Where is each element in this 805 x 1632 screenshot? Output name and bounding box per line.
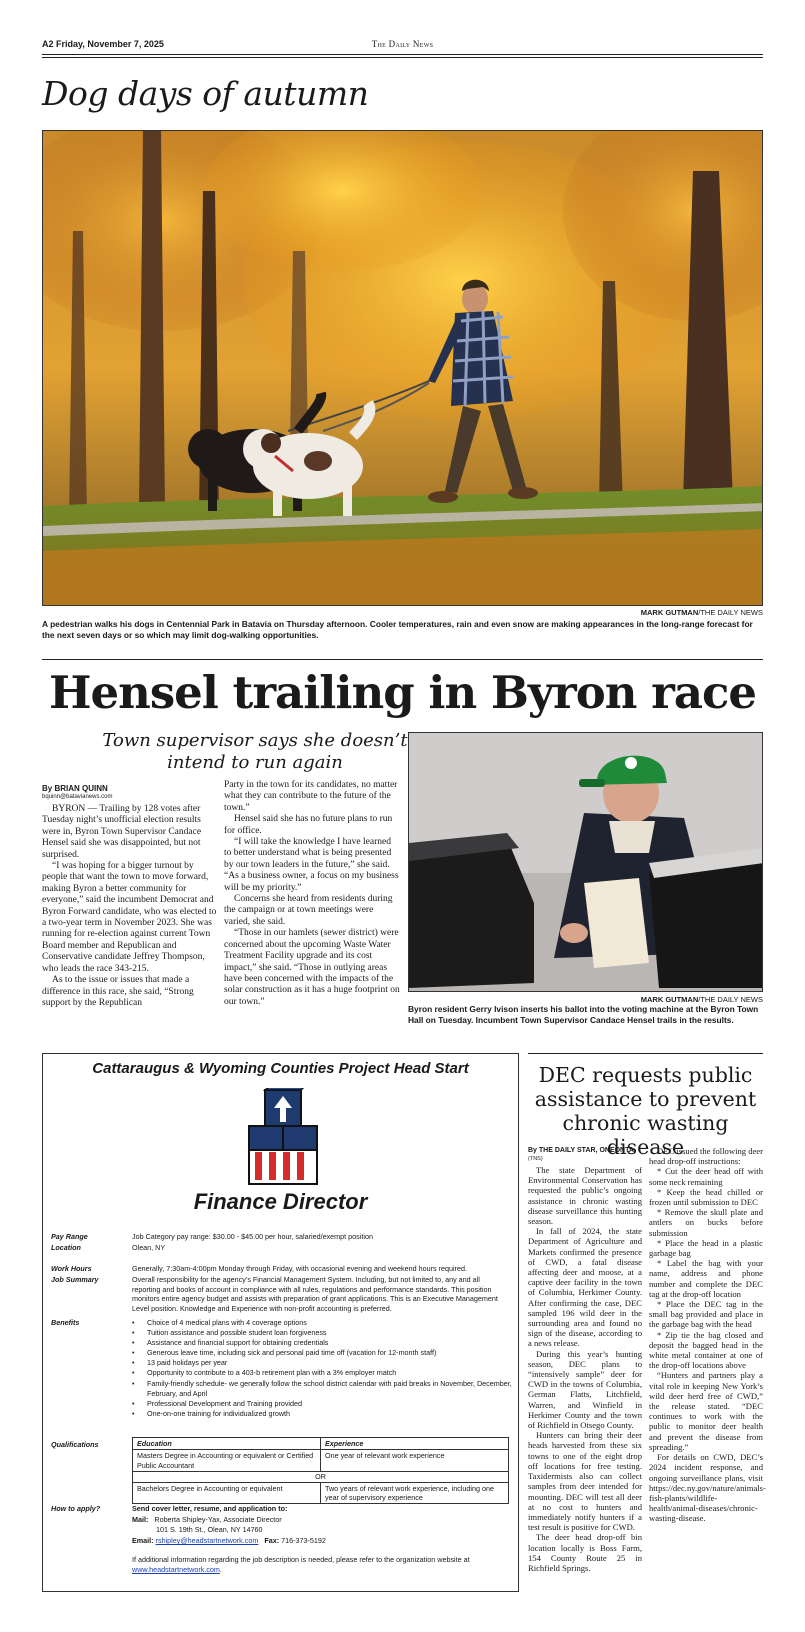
paragraph: During this year’s hunting season, DEC plans to “intensively sample” deer for CWD in the towns of Columbia, German Flatts, Litchfield, Warren, and Winfield in Herkimer County and the town of Richfield in Otsego County. — [528, 1348, 642, 1431]
mail-label: Mail: — [132, 1515, 149, 1524]
photo-credit — [42, 608, 763, 617]
footer-period: . — [219, 1564, 222, 1574]
dog-walker-illustration — [43, 131, 763, 606]
lead-byline: By BRIAN QUINN — [42, 784, 108, 793]
list-item: • Assistance and financial support for obtaining credentials — [132, 1338, 512, 1348]
table-cell: OR — [133, 1472, 509, 1482]
lead-column-2 — [224, 780, 400, 1008]
mail-contact: Roberta Shipley-Yax, Associate Director — [154, 1515, 282, 1524]
list-item: • Professional Development and Training provided — [132, 1399, 512, 1409]
list-item: • Tuition assistance and possible student loan forgiveness — [132, 1328, 512, 1338]
paragraph: “Those in our hamlets (sewer district) were concerned about the upcoming Waste Water Treatment Facility upgrade and its cost impact,” she said. “Those in outlying areas have been concerned with the impacts of the solar construction as it has a huge footprint on our town.” — [224, 928, 400, 1007]
vote-photo-caption: Byron resident Gerry Ivison inserts his ballot into the voting machine at the Byron Town Hall on Tuesday. Incumbent Town Supervisor Candace Hensel trails in the results. — [408, 1004, 759, 1025]
page-folio — [42, 39, 763, 53]
paragraph: “Hunters and partners play a vital role in keeping New York’s wild deer herd free of CWD,” the release stated. “DEC continues to work with the public to monitor deer health and prevent the disease from spreading.” — [649, 1370, 763, 1452]
dec-byline: By THE DAILY STAR, ONEONTA — [528, 1147, 634, 1154]
photo-credit-name: MARK GUTMAN — [640, 608, 699, 617]
paragraph: As to the issue or issues that made a difference in this race, she said, “Strong support by the Republican — [42, 975, 194, 1008]
paragraph: Hensel said she has no future plans to run for office. — [224, 814, 393, 836]
voter-illustration — [409, 733, 763, 992]
qualifications-table — [132, 1437, 509, 1504]
pay-range-label: Pay Range — [51, 1232, 88, 1241]
paragraph: Hunters can bring their deer heads harvested from these six towns to one of the eight drop off locations for free testing. Taxidermists also can collect samples from deer intended for mounting. DEC will test all deer at no cost to hunters and immediately notify hunters if a test result is positive for CWD. — [528, 1430, 642, 1533]
paragraph: “I will take the knowledge I have learned to better understand what is being presented by our town leaders in the future,” she said. “As a business owner, a focus on my business will be my priority.” — [224, 837, 399, 893]
paragraph: * Place the head in a plastic garbage bag — [649, 1237, 763, 1259]
paragraph: * Remove the skull plate and antlers on bucks before submission — [649, 1207, 763, 1238]
paragraph: BYRON — Trailing by 128 votes after Tuesday night’s unofficial election results were in, Byron Town Supervisor Candace Hensel said she was disappointed, but not surprised. — [42, 804, 202, 860]
footer-text: If additional information regarding the job description is needed, please refer to the organization website at — [132, 1555, 470, 1564]
apply-footer — [132, 1555, 507, 1574]
job-summary-label: Job Summary — [51, 1275, 99, 1284]
fax-label: Fax: — [264, 1536, 280, 1545]
lead-headline: Hensel trailing in Byron race — [48, 666, 757, 719]
ad-title: Cattaraugus & Wyoming Counties Project Head Start — [92, 1060, 469, 1077]
paragraph: For details on CWD, DEC’s 2024 incident response, and ongoing surveillance plans, visit https://dec.ny.gov/nature/animals-fish-plants/wildlife-health/animal-diseases/chronic-wasting-disease. — [649, 1452, 766, 1524]
list-item: • Opportunity to contribute to a 403-b retirement plan with a 3% employer match — [132, 1368, 512, 1378]
location-label: Location — [51, 1243, 81, 1252]
list-item: • One-on-one training for individualized growth — [132, 1409, 512, 1419]
paragraph: Party in the town for its candidates, no matter what they can contribute to the future of the town.” — [224, 780, 398, 813]
paragraph: The state Department of Environmental Conservation has requested the public’s ongoing assistance in chronic wasting disease surveillance this hunting season. — [528, 1165, 642, 1227]
table-cell: One year of relevant work experience — [321, 1450, 509, 1472]
vote-photo-credit — [408, 995, 763, 1004]
photo-feature-title: Dog days of autumn — [42, 74, 369, 113]
paragraph: * Zip tie the bag closed and deposit the bagged head in the white metal container at one of the drop-off locations above — [649, 1329, 763, 1371]
work-hours-label: Work Hours — [51, 1264, 92, 1273]
website-link[interactable]: www.headstartnetwork.com — [132, 1564, 220, 1574]
list-item: • 13 paid holidays per year — [132, 1358, 512, 1368]
table-row — [133, 1438, 509, 1450]
list-item: • Family-friendly schedule- we generally follow the school district calendar with paid breaks in November, December, February, and April — [132, 1379, 512, 1399]
dec-headline: DEC requests public assistance to prevent chronic wasting disease — [534, 1063, 757, 1159]
photo-credit-org: /THE DAILY NEWS — [698, 608, 763, 617]
qualifications-label: Qualifications — [51, 1440, 99, 1449]
lead-author-email: bquinn@batavianews.com — [42, 794, 113, 800]
vote-photo-credit-name: MARK GUTMAN — [640, 995, 699, 1004]
mail-address: 101 S. 19th St., Olean, NY 14760 — [156, 1525, 263, 1534]
job-advertisement — [42, 1053, 519, 1592]
table-row — [133, 1450, 509, 1472]
newspaper-name: The Daily News — [371, 39, 434, 49]
email-link[interactable]: rshipley@headstartnetwork.com — [155, 1536, 259, 1545]
autumn-park-photo — [42, 130, 763, 606]
table-row — [133, 1482, 509, 1504]
list-item: • Choice of 4 medical plans with 4 coverage options — [132, 1318, 512, 1328]
paragraph: The deer head drop-off bin location locally is Boss Farm, 154 County Route 25 in Richfield Springs. — [528, 1532, 642, 1573]
dec-column-1 — [528, 1165, 642, 1573]
paragraph: * Place the DEC tag in the small bag provided and place in the garbage bag with the head — [649, 1299, 763, 1330]
paragraph: “I was hoping for a bigger turnout by people that want the town to move forward, making Byron a better community for everyone,” said the incumbent Democrat and Byron Forward candidate, who was elected to a two-year term in November 2023. She was running for re-election against current Town Board member and Republican and Conservative candidate Jeffrey Thompson, who leads the race 343-215. — [42, 861, 217, 974]
benefits-list — [132, 1318, 512, 1419]
paragraph: * Keep the head chilled or frozen until submission to DEC — [649, 1186, 763, 1208]
lead-column-1 — [42, 804, 217, 1009]
apply-instructions: Send cover letter, resume, and application to: — [132, 1504, 288, 1513]
voting-machine-photo — [408, 732, 763, 992]
location-value: Olean, NY — [132, 1243, 166, 1252]
lead-deck: Town supervisor says she doesn’t intend to run again — [102, 730, 408, 773]
dec-column-2 — [649, 1146, 766, 1524]
how-to-apply-label: How to apply? — [51, 1504, 101, 1513]
pay-range-value: Job Category pay range: $30.00 - $45.00 per hour, salaried/exempt position — [132, 1232, 373, 1241]
head-start-blocks-logo — [243, 1088, 323, 1188]
table-cell: Bachelors Degree in Accounting or equivalent — [133, 1482, 321, 1504]
list-item: • Generous leave time, including sick and personal paid time off (vacation for 12-month staff) — [132, 1348, 512, 1358]
email-label: Email: — [132, 1536, 154, 1545]
ad-position-title: Finance Director — [193, 1189, 368, 1214]
photo-caption: A pedestrian walks his dogs in Centennial Park in Batavia on Thursday afternoon. Cooler temperatures, rain and even snow are making appearances in the long-range forecast for the next seven days or so which may limit dog-walking opportunities. — [42, 619, 753, 640]
paragraph: Concerns she heard from residents during the campaign or at town meetings were varied, she said. — [224, 894, 393, 927]
apply-mail — [132, 1515, 507, 1525]
apply-email-fax — [132, 1536, 507, 1546]
table-row — [133, 1472, 509, 1482]
folio-rule — [42, 54, 763, 58]
paragraph: * Label the bag with your name, address and phone number and complete the DEC tag at the drop-off location — [649, 1258, 763, 1299]
paragraph: DEC issued the following deer head drop-off instructions: — [649, 1146, 763, 1167]
dec-rule — [528, 1053, 763, 1054]
page-number: A2 — [42, 39, 54, 49]
work-hours-value: Generally, 7:30am-4:00pm Monday through Friday, with occasional evening and weekend hours required. — [132, 1264, 467, 1273]
benefits-label: Benefits — [51, 1318, 80, 1327]
vote-photo-credit-org: /THE DAILY NEWS — [698, 995, 763, 1004]
job-summary-value: Overall responsibility for the agency’s Financial Management System. Including, but not limited to, any and all reporting and books of account in compliance with all rules, regulations and performance standards. This position monitors entire agency budget and assists with preparation of grant applications. This is an Executive Management Level position. Knowledge and Experience with non-profit accounting is preferred. — [132, 1275, 498, 1314]
education-header: Education — [133, 1438, 321, 1450]
table-cell: Masters Degree in Accounting or equivalent or Certified Public Accountant — [133, 1450, 321, 1472]
dec-agency: (TNS) — [528, 1156, 543, 1162]
paragraph: * Cut the deer head off with some neck remaining — [649, 1166, 763, 1187]
issue-date: Friday, November 7, 2025 — [56, 39, 164, 49]
paragraph: In fall of 2024, the state Department of Agriculture and Markets confirmed the presence of CWD, a fatal disease affecting deer and moose, at a captive deer facility in the town of Columbia, Herkimer County. After confirming the case, DEC sampled 196 wild deer in the surrounding area and found no sign of the disease, according to a news release. — [528, 1226, 642, 1349]
section-rule — [42, 659, 763, 660]
experience-header: Experience — [321, 1438, 509, 1450]
fax-number: 716-373-5192 — [281, 1536, 326, 1545]
table-cell: Two years of relevant work experience, including one year of supervisory experience — [321, 1482, 509, 1504]
